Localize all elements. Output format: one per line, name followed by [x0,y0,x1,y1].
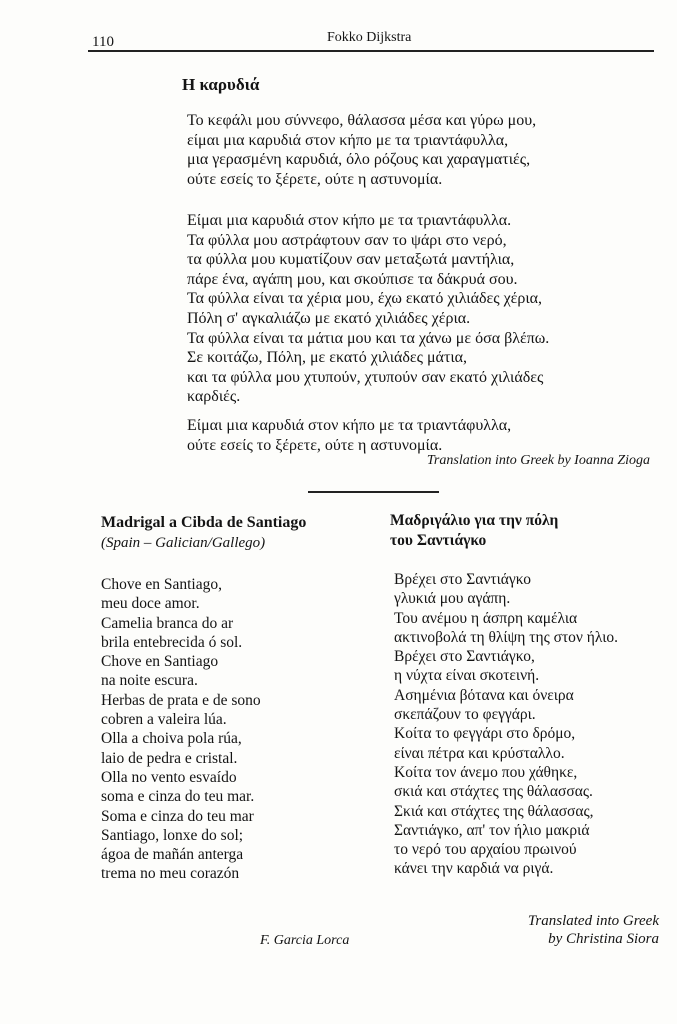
poem-line: Olla a choiva pola rúa, [101,730,242,748]
poem-line: είμαι μια καρυδιά στον κήπο με τα τριαντάφυλλα, [187,131,509,149]
poem-line: meu doce amor. [101,595,200,613]
poem-line: ágoa de mañán anterga [101,846,244,864]
poem-line: laio de pedra e cristal. [101,749,238,767]
poem-line: μια γερασμένη καρυδιά, όλο ρόζους και χαραγματιές, [187,151,531,169]
poem-line: Τα φύλλα μου αστράφτουν σαν το ψάρι στο νερό, [187,231,507,249]
poem-line: πάρε ένα, αγάπη μου, και σκούπισε τα δάκρυά σου. [187,270,518,288]
poem-stanza [187,416,511,455]
poem-line: και τα φύλλα μου χτυπούν, χτυπούν σαν εκατό χιλιάδες [187,368,544,386]
poem-line: το νερό του αρχαίου πρωινού [394,841,577,859]
poem-line: Είμαι μια καρυδιά στον κήπο με τα τριαντάφυλλα. [187,212,512,229]
left-poem-body [101,575,261,884]
left-poem-author: F. Garcia Lorca [260,933,350,948]
poem-line: Ασημένια βότανα και όνειρα [394,686,574,704]
poem-line: Τα φύλλα είναι τα χέρια μου, έχω εκατό χιλιάδες χέρια, [187,290,543,308]
credit-line: Translated into Greek [527,913,659,929]
right-poem-body [394,570,618,879]
poem-line: Πόλη σ' αγκαλιάζω με εκατό χιλιάδες χέρια. [187,309,471,327]
poem-line: καρδιές. [187,388,241,406]
poem-stanza [187,211,549,407]
poem-line: τα φύλλα μου κυματίζουν σαν μεταξωτά μαντήλια, [187,251,515,269]
running-head: Fokko Dijkstra [327,30,412,45]
left-poem-title: Madrigal a Cibda de Santiago [101,514,307,531]
credit-line: by Christina Siora [548,931,659,947]
poem-line: Σκιά και στάχτες της θάλασσας, [394,802,594,820]
poem-line: Chove en Santiago [101,653,219,671]
poem-line: η νύχτα είναι σκοτεινή. [394,667,540,685]
poem-line: Είμαι μια καρυδιά στον κήπο με τα τριαντάφυλλα, [187,417,512,434]
poem-line: Σε κοιτάζω, Πόλη, με εκατό χιλιάδες μάτια, [187,349,468,367]
page-number: 110 [92,34,114,50]
poem-line: Olla no vento esvaído [101,768,237,786]
header-rule [88,50,654,52]
poem-line: Chove en Santiago, [101,576,222,593]
poem-line: Το κεφάλι μου σύννεφο, θάλασσα μέσα και γύρω μου, [187,112,537,129]
poem-stanza [187,111,536,189]
poem-line: cobren a valeira lúa. [101,711,227,729]
poem-line: trema no meu corazón [101,865,240,883]
poem-line: Του ανέμου η άσπρη καμέλια [394,609,578,627]
poem-line: κάνει την καρδιά να ριγά. [394,860,554,878]
poem-line: Κοίτα το φεγγάρι στο δρόμο, [394,725,576,743]
poem-line: είναι πέτρα και κρύσταλλο. [394,744,565,762]
poem-line: ούτε εσείς το ξέρετε, ούτε η αστυνομία. [187,436,443,454]
poem-line: soma e cinza do teu mar. [101,788,255,806]
poem-line: σκεπάζουν το φεγγάρι. [394,706,536,724]
poem-line: Τα φύλλα είναι τα μάτια μου και τα χάνω με όσα βλέπω. [187,329,550,347]
poem-line: Santiago, lonxe do sol; [101,826,244,844]
poem-line: Herbas de prata e de sono [101,691,261,709]
translation-credit: Translation into Greek by Ioanna Zioga [426,453,650,468]
right-poem-title [390,511,558,551]
poem-line: σκιά και στάχτες της θάλασσας. [394,783,593,801]
poem-line: Βρέχει στο Σαντιάγκο, [394,648,535,666]
poem-line: Camelia branca do ar [101,614,234,632]
poem-line: Soma e cinza do teu mar [101,807,254,825]
poem-line: na noite escura. [101,672,198,690]
title-line: του Σαντιάγκο [390,532,487,549]
poem-line: ούτε εσείς το ξέρετε, ούτε η αστυνομία. [187,170,443,188]
right-translation-credit [528,912,659,948]
left-poem-subtitle: (Spain – Galician/Gallego) [101,535,266,551]
title-line: Μαδριγάλιο για την πόλη [390,512,559,529]
poem-line: γλυκιά μου αγάπη. [394,590,511,608]
poem-line: Σαντιάγκο, απ' τον ήλιο μακριά [394,821,590,839]
poem-line: ακτινοβολά τη θλίψη της στον ήλιο. [394,628,619,646]
poem-line: Βρέχει στο Σαντιάγκο [394,571,531,588]
poem-line: Κοίτα τον άνεμο που χάθηκε, [394,763,578,781]
section-divider [308,491,439,493]
poem-title: Η καρυδιά [182,75,260,94]
poem-line: brila entebrecida ó sol. [101,633,243,651]
